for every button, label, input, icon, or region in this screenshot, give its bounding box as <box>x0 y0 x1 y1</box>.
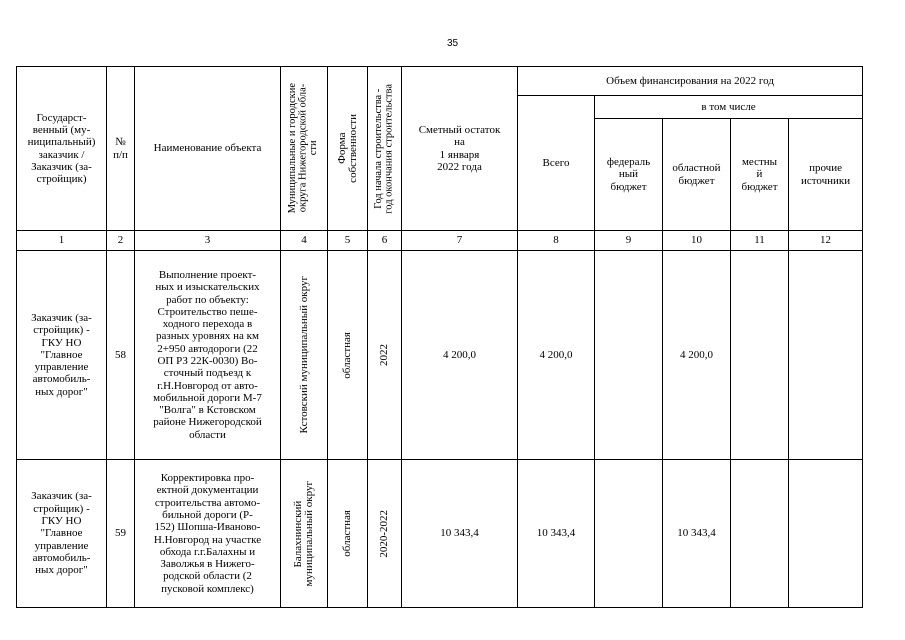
row-customer: Заказчик (за- стройщик) - ГКУ НО "Главное управление автомобиль- ных дорог" <box>17 460 107 608</box>
header-estimate: Сметный остаток на 1 января 2022 года <box>402 67 518 231</box>
row-local <box>731 251 789 460</box>
row-ownership: областная <box>328 251 368 460</box>
header-object-name: Наименование объекта <box>135 67 281 231</box>
row-district: Балахнинский муниципальный округ <box>281 460 328 608</box>
header-including: в том числе <box>595 96 863 119</box>
column-number: 7 <box>402 231 518 251</box>
row-regional: 4 200,0 <box>663 251 731 460</box>
row-customer: Заказчик (за- стройщик) - ГКУ НО "Главное управление автомобиль- ных дорог" <box>17 251 107 460</box>
financing-table <box>16 66 863 608</box>
column-number: 4 <box>281 231 328 251</box>
row-total: 10 343,4 <box>518 460 595 608</box>
column-number: 6 <box>368 231 402 251</box>
column-number: 12 <box>789 231 863 251</box>
row-estimate: 10 343,4 <box>402 460 518 608</box>
row-other <box>789 251 863 460</box>
column-number: 5 <box>328 231 368 251</box>
page-number: 35 <box>446 38 459 49</box>
column-number: 1 <box>17 231 107 251</box>
header-other: прочие источники <box>789 119 863 231</box>
header-num: № п/п <box>107 67 135 231</box>
column-number: 2 <box>107 231 135 251</box>
column-number: 9 <box>595 231 663 251</box>
header-regional: областной бюджет <box>663 119 731 231</box>
column-number: 3 <box>135 231 281 251</box>
row-other <box>789 460 863 608</box>
row-num: 58 <box>107 251 135 460</box>
row-estimate: 4 200,0 <box>402 251 518 460</box>
row-years: 2020-2022 <box>368 460 402 608</box>
header-customer: Государст- венный (му- ниципальный) заказчик / Заказчик (за- стройщик) <box>17 67 107 231</box>
row-local <box>731 460 789 608</box>
row-district: Кстовский муниципальный округ <box>281 251 328 460</box>
row-total: 4 200,0 <box>518 251 595 460</box>
row-num: 59 <box>107 460 135 608</box>
row-federal <box>595 251 663 460</box>
column-number: 11 <box>731 231 789 251</box>
row-ownership: областная <box>328 460 368 608</box>
table-row <box>17 251 863 460</box>
header-ownership: Форма собственности <box>328 67 368 231</box>
header-years: Год начала строительства - год окончания строительства <box>368 67 402 231</box>
row-federal <box>595 460 663 608</box>
row-object: Выполнение проект- ных и изыскательских работ по объекту: Строительство пеше- ходного перехода в разных уровнях на км 2+950 автодороги (22 ОП РЗ 22К-0030) Во- сточный подъезд к г.Н.Новгород от авто- мобильной дороги М-7 "Волга" в Кстовском районе Нижегородской области <box>135 251 281 460</box>
header-federal: федераль ный бюджет <box>595 119 663 231</box>
column-number: 8 <box>518 231 595 251</box>
row-years: 2022 <box>368 251 402 460</box>
row-regional: 10 343,4 <box>663 460 731 608</box>
header-total: Всего <box>518 96 595 231</box>
row-object: Корректировка про- ектной документации строительства автомо- бильной дороги (Р- 152) Шопша-Иваново- Н.Новгород на участке обхода г.г.Балахны и Заволжья в Нижего- родской области (2 пусковой комплекс) <box>135 460 281 608</box>
header-district: Муниципальные и городские округа Нижегородской обла- сти <box>281 67 328 231</box>
column-number: 10 <box>663 231 731 251</box>
header-financing: Объем финансирования на 2022 год <box>518 67 863 96</box>
table-row <box>17 460 863 608</box>
header-local: местны й бюджет <box>731 119 789 231</box>
